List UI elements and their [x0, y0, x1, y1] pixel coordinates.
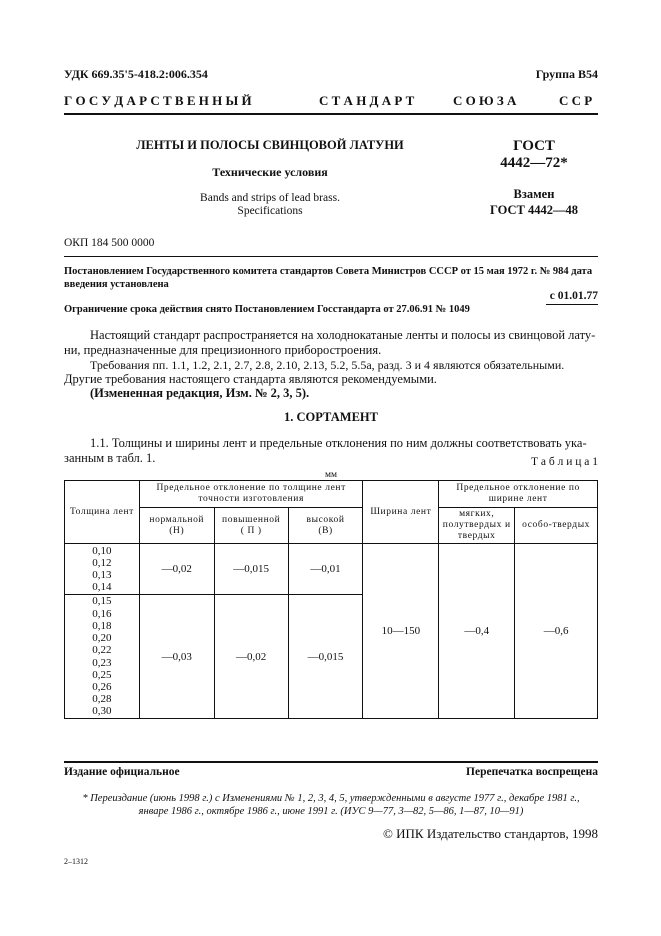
paragraph-1-1-line-2: занным в табл. 1. [64, 451, 156, 465]
okp-code: ОКП 184 500 0000 [64, 237, 155, 249]
header-increased-label: повышенной [222, 514, 281, 525]
header-width: Ширина лент [363, 481, 439, 544]
reprint-prohibited: Перепечатка воспрещена [466, 766, 598, 778]
header-soft: мягких, полутвердых и твердых [439, 508, 515, 544]
header-normal [139, 508, 214, 544]
thickness-value: 0,15 [92, 595, 112, 608]
group-2-increased-deviation: —0,02 [214, 595, 288, 719]
group-2-high-deviation: —0,015 [288, 595, 363, 719]
header-normal-code: (Н) [169, 525, 185, 536]
group-1-increased-deviation: —0,015 [214, 544, 288, 595]
gost-label: ГОСТ [513, 138, 555, 154]
table-row-group-2-thicknesses [65, 595, 140, 719]
reissue-note-2: январе 1986 г., октябре 1986 г., июне 1991 г. (ИУС 9—77, 3—82, 5—86, 1—87, 10—91) [138, 806, 524, 817]
table-unit: мм [324, 470, 338, 480]
udk-code: УДК 669.35'5-418.2:006.354 [64, 67, 208, 81]
amendment-note: (Измененная редакция, Изм. № 2, 3, 5). [90, 386, 310, 400]
thickness-value: 0,16 [92, 607, 112, 620]
thickness-value: 0,28 [92, 693, 112, 706]
official-edition: Издание официальное [64, 766, 180, 778]
thickness-value: 0,20 [92, 632, 112, 645]
page-code: 2–1312 [64, 857, 88, 866]
introduction-date: с 01.01.77 [549, 290, 598, 302]
english-subtitle: Specifications [237, 205, 303, 217]
header-thickness-deviation: Предельное отклонение по толщине лент точности изготовления [139, 481, 363, 508]
replaces-label: Взамен [513, 187, 555, 201]
header-width-deviation: Предельное отклонение по ширине лент [439, 481, 598, 508]
document-title: ЛЕНТЫ И ПОЛОСЫ СВИНЦОВОЙ ЛАТУНИ [136, 138, 404, 152]
paragraph-1-1-line-1: 1.1. Толщины и ширины лент и предельные отклонения по ним должны соответствовать ука- [90, 436, 587, 450]
header-extra-hard: особо-твердых [515, 508, 598, 544]
state-word-1: Г О С У Д А Р С Т В Е Н Н Ы Й [64, 93, 252, 108]
gost-number: 4442—72* [500, 155, 568, 171]
thickness-value: 0,23 [92, 656, 112, 669]
thickness-value: 0,13 [92, 569, 112, 581]
english-title: Bands and strips of lead brass. [200, 192, 340, 204]
table-caption: Т а б л и ц а 1 [530, 456, 598, 468]
width-deviation-extra-hard: —0,6 [515, 544, 598, 719]
thickness-value: 0,26 [92, 680, 112, 693]
thickness-value: 0,22 [92, 644, 112, 657]
paragraph-scope-1: Настоящий стандарт распространяется на холоднокатаные ленты и полосы из свинцовой лату- [90, 328, 596, 342]
table-row-group-1-thicknesses [65, 544, 140, 595]
state-word-2: С Т А Н Д А Р Т [319, 93, 415, 108]
state-word-3: С О Ю З А [453, 93, 517, 108]
paragraph-requirements-2: Другие требования настоящего стандарта являются рекомендуемыми. [64, 372, 437, 386]
header-thickness: Толщина лент [65, 481, 140, 544]
group-2-normal-deviation: —0,03 [139, 595, 214, 719]
header-increased [214, 508, 288, 544]
paragraph-requirements-1: Требования пп. 1.1, 1.2, 2.1, 2.7, 2.8, 2.10, 2.13, 5.2, 5.5а, разд. 3 и 4 являются обязательными. [90, 358, 565, 372]
paragraph-scope-2: ни, предназначенные для прецизионного приборостроения. [64, 343, 382, 357]
footer-rule [64, 761, 598, 763]
restriction-note: Ограничение срока действия снято Постановлением Госстандарта от 27.06.91 № 1049 [64, 304, 470, 315]
copyright: © ИПК Издательство стандартов, 1998 [383, 826, 598, 841]
okp-rule [64, 256, 598, 257]
section-title: 1. СОРТАМЕНТ [284, 410, 378, 424]
header-normal-label: нормальной [149, 514, 205, 525]
decree-line-1: Постановлением Государственного комитета стандартов Совета Министров СССР от 15 мая 1972 г. № 984 дата [64, 266, 593, 277]
group-1-high-deviation: —0,01 [288, 544, 363, 595]
header-high [288, 508, 363, 544]
table-1 [64, 480, 598, 719]
date-underline [546, 304, 598, 305]
header-high-code: (В) [318, 525, 333, 536]
thickness-value: 0,14 [92, 581, 112, 594]
document-subtitle: Технические условия [212, 165, 328, 179]
reissue-note-1: * Переиздание (июнь 1998 г.) с Изменениями № 1, 2, 3, 4, 5, утвержденными в августе 1977 г., декабре 1981 г., [82, 793, 580, 804]
header-high-label: высокой [306, 514, 345, 525]
width-deviation-soft: —0,4 [439, 544, 515, 719]
thickness-value: 0,10 [92, 544, 112, 557]
replaces-number: ГОСТ 4442—48 [489, 203, 578, 217]
thickness-value: 0,25 [92, 668, 112, 681]
thickness-value: 0,18 [92, 619, 112, 632]
thickness-value: 0,12 [92, 556, 112, 569]
thickness-value: 0,30 [92, 705, 112, 718]
group-1-normal-deviation: —0,02 [139, 544, 214, 595]
header-rule [64, 113, 598, 115]
decree-line-2: введения установлена [64, 279, 169, 290]
width-range: 10—150 [363, 544, 439, 719]
state-word-4: С С Р [559, 93, 593, 108]
header-increased-code: ( П ) [240, 525, 262, 536]
group-code: Группа В54 [535, 67, 598, 81]
